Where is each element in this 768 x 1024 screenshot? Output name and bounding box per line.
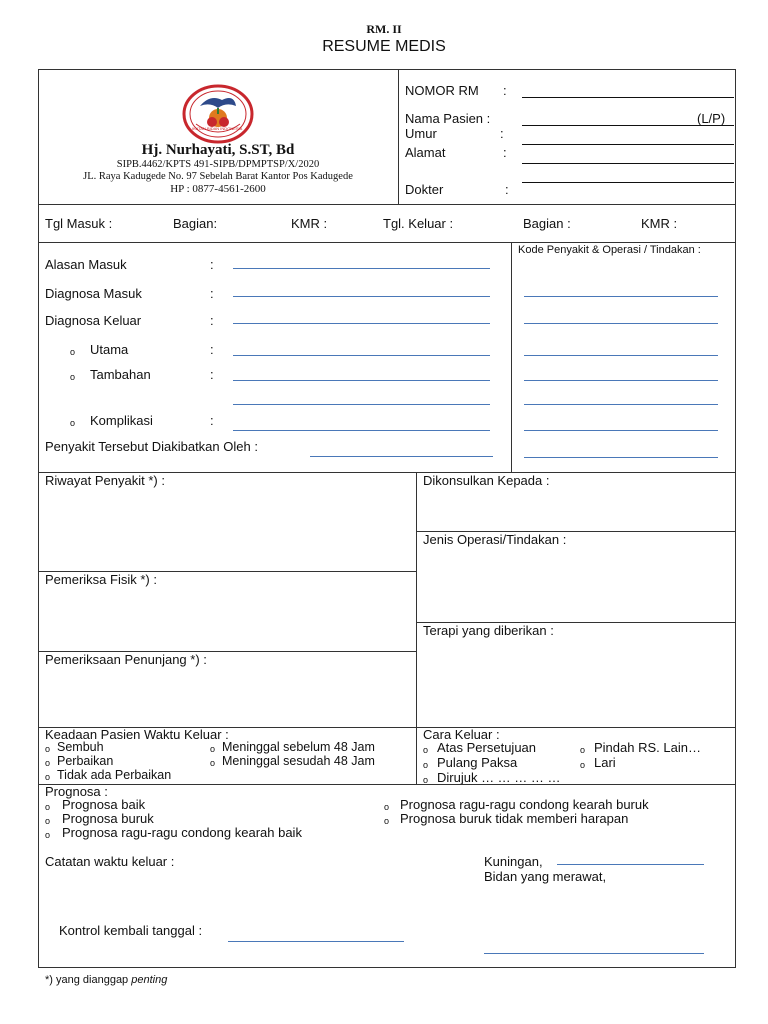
kode-field[interactable] — [524, 323, 718, 324]
kode-field[interactable] — [524, 430, 718, 431]
clinic-address: JL. Raya Kadugede No. 97 Sebelah Barat Kantor Pos Kadugede — [83, 171, 353, 182]
komplikasi-field[interactable] — [233, 430, 490, 431]
bullet: o — [45, 758, 51, 768]
bullet: o — [423, 745, 429, 755]
pindah-rs-option[interactable]: Pindah RS. Lain… — [594, 740, 701, 755]
utama-label: Utama — [90, 342, 129, 357]
umur-label: Umur — [405, 126, 437, 141]
lari-option[interactable]: Lari — [594, 755, 616, 770]
bullet: o — [45, 772, 51, 782]
bullet: o — [45, 816, 51, 826]
alasan-masuk-field[interactable] — [233, 268, 490, 269]
prognosa-baik-option[interactable]: Prognosa baik — [62, 797, 146, 812]
kode-field[interactable] — [524, 296, 718, 297]
prognosa-buruk-option[interactable]: Prognosa buruk — [62, 811, 154, 826]
bullet: o — [423, 775, 429, 785]
clinic-license: SIPB.4462/KPTS 491-SIPB/DPMPTSP/X/2020 — [116, 159, 320, 170]
bullet: o — [70, 347, 76, 357]
colon: : — [210, 413, 214, 428]
prognosa-ragu-buruk-option[interactable]: Prognosa ragu-ragu condong kearah buruk — [400, 797, 649, 812]
colon: : — [210, 257, 214, 272]
penyakit-label: Penyakit Tersebut Diakibatkan Oleh : — [45, 439, 258, 454]
divider — [38, 242, 736, 243]
diagnosa-masuk-field[interactable] — [233, 296, 490, 297]
kontrol-date-field[interactable] — [228, 941, 404, 942]
tgl-keluar-label: Tgl. Keluar : — [383, 216, 454, 231]
atas-persetujuan-option[interactable]: Atas Persetujuan — [437, 740, 537, 755]
dikonsulkan-label: Dikonsulkan Kepada : — [423, 473, 550, 488]
komplikasi-label: Komplikasi — [90, 413, 153, 428]
bagian-masuk-label: Bagian: — [173, 216, 218, 231]
kode-field[interactable] — [524, 404, 718, 405]
prognosa-label: Prognosa : — [45, 784, 108, 799]
alamat-label: Alamat — [405, 145, 446, 160]
penyakit-field[interactable] — [310, 456, 493, 457]
bullet: o — [384, 816, 390, 826]
kode-penyakit-header: Kode Penyakit & Operasi / Tindakan : — [518, 244, 701, 256]
form-title: RESUME MEDIS — [322, 38, 446, 55]
bullet: o — [580, 745, 586, 755]
diagnosa-masuk-label: Diagnosa Masuk — [45, 286, 142, 301]
form-code: RM. II — [366, 22, 402, 36]
riwayat-penyakit-label: Riwayat Penyakit *) : — [45, 473, 165, 488]
bullet: o — [580, 760, 586, 770]
dokter-label: Dokter — [405, 182, 444, 197]
bullet: o — [210, 744, 216, 754]
meninggal-sebelum-option[interactable]: Meninggal sebelum 48 Jam — [222, 740, 375, 754]
kontrol-label: Kontrol kembali tanggal : — [59, 923, 203, 938]
bullet: o — [210, 758, 216, 768]
colon: : — [210, 286, 214, 301]
footnote — [45, 974, 167, 986]
utama-field[interactable] — [233, 355, 490, 356]
colon: : — [503, 83, 507, 98]
cara-keluar-label: Cara Keluar : — [423, 727, 500, 742]
colon: : — [210, 367, 214, 382]
divider — [511, 242, 512, 472]
colon: : — [505, 182, 509, 197]
nama-pasien-field[interactable] — [522, 125, 734, 126]
kode-field[interactable] — [524, 457, 718, 458]
tidak-ada-perbaikan-option[interactable]: Tidak ada Perbaikan — [57, 768, 172, 782]
colon: : — [500, 126, 504, 141]
bullet: o — [45, 830, 51, 840]
bullet: o — [384, 802, 390, 812]
clinic-name: Hj. Nurhayati, S.ST, Bd — [141, 142, 295, 158]
kuningan-label: Kuningan, — [484, 854, 543, 869]
clinic-logo — [182, 84, 254, 144]
pemeriksa-fisik-label: Pemeriksa Fisik *) : — [45, 572, 157, 587]
divider — [416, 472, 417, 727]
bullet: o — [423, 760, 429, 770]
bullet: o — [70, 418, 76, 428]
divider — [416, 727, 417, 784]
prognosa-buruk-tidak-option[interactable]: Prognosa buruk tidak memberi harapan — [400, 811, 629, 826]
kode-field[interactable] — [524, 355, 718, 356]
kmr-masuk-label: KMR : — [291, 216, 328, 231]
perbaikan-option[interactable]: Perbaikan — [57, 754, 114, 768]
penunjang-label: Pemeriksaan Penunjang *) : — [45, 652, 207, 667]
divider — [398, 69, 399, 204]
meninggal-sesudah-option[interactable]: Meninggal sesudah 48 Jam — [222, 754, 375, 768]
kmr-keluar-label: KMR : — [641, 216, 678, 231]
bagian-keluar-label: Bagian : — [523, 216, 571, 231]
bullet: o — [45, 744, 51, 754]
diagnosa-keluar-field[interactable] — [233, 323, 490, 324]
signature-field[interactable] — [484, 953, 704, 954]
terapi-label: Terapi yang diberikan : — [423, 623, 554, 638]
prognosa-ragu-baik-option[interactable]: Prognosa ragu-ragu condong kearah baik — [62, 825, 302, 840]
sembuh-option[interactable]: Sembuh — [57, 740, 104, 754]
bidan-label: Bidan yang merawat, — [484, 869, 607, 884]
tambahan-field-1[interactable] — [233, 380, 490, 381]
bullet: o — [70, 372, 76, 382]
gender-label: (L/P) — [697, 111, 726, 126]
divider — [38, 784, 736, 785]
tambahan-label: Tambahan — [90, 367, 151, 382]
colon: : — [503, 145, 507, 160]
colon: : — [210, 313, 214, 328]
divider — [38, 204, 736, 205]
alamat-field-1[interactable] — [522, 163, 734, 164]
footnote-emphasis: penting — [131, 974, 168, 986]
jenis-operasi-label: Jenis Operasi/Tindakan : — [423, 532, 567, 547]
pulang-paksa-option[interactable]: Pulang Paksa — [437, 755, 518, 770]
umur-field[interactable] — [522, 144, 734, 145]
kuningan-date-field[interactable] — [557, 864, 704, 865]
nama-pasien-label: Nama Pasien : — [405, 111, 491, 126]
logo-text: IKATAN BIDAN INDONESIA — [192, 126, 243, 131]
catatan-label: Catatan waktu keluar : — [45, 854, 175, 869]
clinic-phone: HP : 0877-4561-2600 — [170, 183, 266, 195]
nomor-rm-field[interactable] — [522, 97, 734, 98]
bullet: o — [45, 802, 51, 812]
dirujuk-option[interactable]: Dirujuk … … … … … — [437, 770, 561, 785]
kode-field[interactable] — [524, 380, 718, 381]
nomor-rm-label: NOMOR RM — [405, 83, 479, 98]
alasan-masuk-label: Alasan Masuk — [45, 257, 127, 272]
tgl-masuk-label: Tgl Masuk : — [45, 216, 113, 231]
colon: : — [210, 342, 214, 357]
tambahan-field-2[interactable] — [233, 404, 490, 405]
footnote-text: *) yang dianggap — [45, 974, 129, 986]
alamat-field-2[interactable] — [522, 182, 734, 183]
keadaan-label: Keadaan Pasien Waktu Keluar : — [45, 727, 229, 742]
diagnosa-keluar-label: Diagnosa Keluar — [45, 313, 142, 328]
